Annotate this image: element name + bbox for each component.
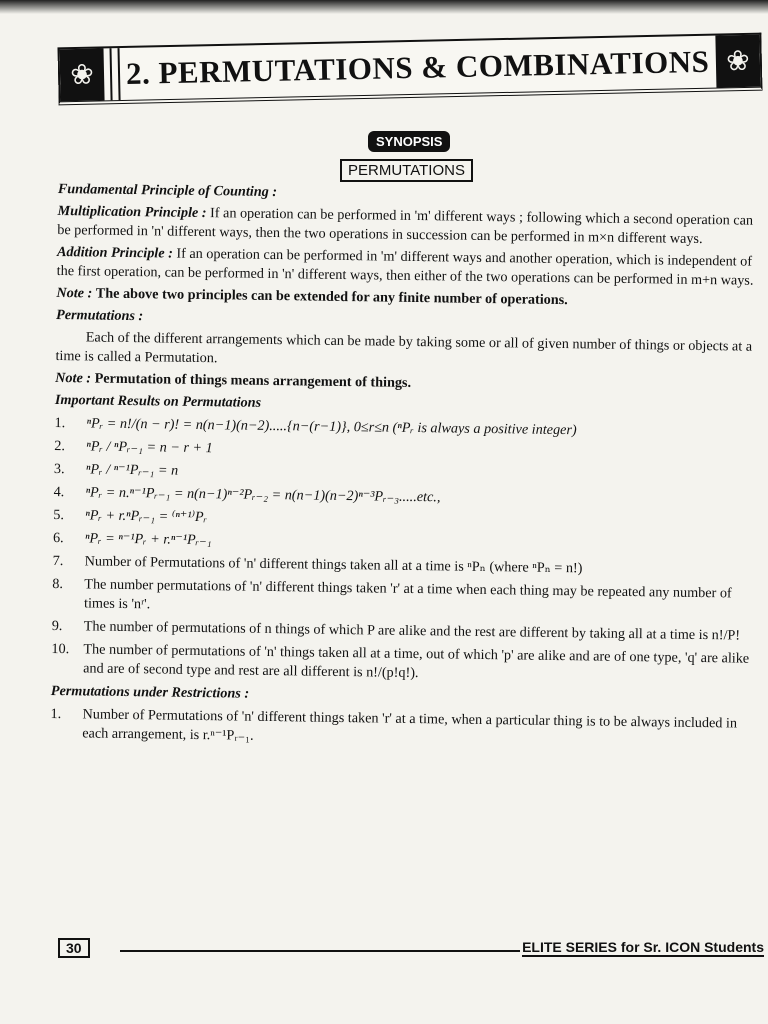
note-label: Note : <box>56 284 93 302</box>
footer-rule <box>120 950 520 952</box>
multiplication-text: If an operation can be performed in 'm' different ways ; following which a second operation can be performed in 'n' different ways, then the two operations in succession can be performed in m×n different ways. <box>57 205 754 248</box>
addition-label: Addition Principle : <box>56 243 173 262</box>
item-number: 2. <box>54 437 66 455</box>
addition-principle <box>57 243 763 291</box>
flower-ornament-icon: ❀ <box>60 48 105 101</box>
series-label: ELITE SERIES for Sr. ICON Students <box>522 939 764 955</box>
note-label: Note : <box>55 369 92 387</box>
item-text: ⁿPᵣ / ⁿPᵣ₋₁ = n − r + 1 <box>86 438 213 457</box>
item-text: The number of permutations of n things of which P are alike and the rest are different by taking all at a time is n!/P! <box>83 618 741 644</box>
multiplication-label: Multiplication Principle : <box>57 202 207 222</box>
chapter-title-bar <box>57 33 762 106</box>
chapter-title: 2. PERMUTATIONS & COMBINATIONS <box>125 43 710 91</box>
item-number: 1. <box>50 705 62 723</box>
addition-text: If an operation can be performed in 'm' different ways and another operation, which is independent of the first operation, can be performed in 'n' different ways, then either of the two operations can be performed in m+n ways. <box>56 245 754 289</box>
page-top-shadow <box>0 0 768 14</box>
item-text: ⁿPᵣ + r.ⁿPᵣ₋₁ = ⁽ⁿ⁺¹⁾Pᵣ <box>85 507 208 526</box>
item-number: 4. <box>53 483 65 501</box>
permutation-definition: Each of the different arrangements which can be made by taking some or all of given number of things or objects at a time is called a Permutation. <box>55 329 753 367</box>
item-number: 7. <box>52 552 64 570</box>
list-item <box>50 705 756 753</box>
item-number: 1. <box>54 414 66 432</box>
flower-ornament-icon: ❀ <box>715 35 760 88</box>
item-text: ⁿPᵣ = n.ⁿ⁻¹Pᵣ₋₁ = n(n−1)ⁿ⁻²Pᵣ₋₂ = n(n−1)(n−2)ⁿ⁻³Pᵣ₋₃.....etc., <box>85 484 441 506</box>
section-heading-box: PERMUTATIONS <box>340 159 473 182</box>
item-number: 8. <box>52 575 64 593</box>
item-text: ⁿPᵣ / ⁿ⁻¹Pᵣ₋₁ = n <box>85 461 179 479</box>
synopsis-badge: SYNOPSIS <box>368 131 450 152</box>
permutations-heading: Permutations : <box>56 306 144 325</box>
page-footer <box>58 938 764 956</box>
results-heading: Important Results on Permutations <box>54 391 262 411</box>
title-separator <box>110 48 121 100</box>
item-text: ⁿPᵣ = ⁿ⁻¹Pᵣ + r.ⁿ⁻¹Pᵣ₋₁ <box>84 530 212 549</box>
page-number: 30 <box>58 938 90 958</box>
item-text: Number of Permutations of 'n' different things taken 'r' at a time, when a particular thing is to be always included in each arrangement, is r.ⁿ⁻¹Pᵣ₋₁. <box>82 706 738 744</box>
item-number: 9. <box>51 617 63 635</box>
list-item <box>52 575 758 623</box>
item-number: 5. <box>53 506 65 524</box>
item-number: 3. <box>53 460 65 478</box>
item-number: 6. <box>52 529 64 547</box>
multiplication-principle <box>57 202 763 250</box>
item-text: Number of Permutations of 'n' different things taken all at a time is ⁿPₙ (where ⁿPₙ = n!) <box>84 553 583 577</box>
results-list <box>51 414 761 688</box>
item-text: The number permutations of 'n' different things taken 'r' at a time when each thing may be repeated any number of times is 'nʳ'. <box>83 576 732 613</box>
note-text: The above two principles can be extended for any finite number of operations. <box>95 285 568 309</box>
item-text: ⁿPᵣ = n!/(n − r)! = n(n−1)(n−2).....{n−(r−1)}, 0≤r≤n (ⁿPᵣ is always a positive integer) <box>86 415 577 439</box>
note-text: Permutation of things means arrangement of things. <box>94 370 412 391</box>
item-text: The number of permutations of 'n' things taken all at a time, out of which 'p' are alike and are of one type, 'q' are alike and are of second type and rest are all different is n!/(p!q!). <box>83 641 750 682</box>
item-number: 10. <box>51 640 70 658</box>
fundamental-heading: Fundamental Principle of Counting : <box>57 180 278 201</box>
restrictions-heading: Permutations under Restrictions : <box>50 682 250 702</box>
list-item <box>51 640 757 688</box>
page-content <box>50 180 764 757</box>
